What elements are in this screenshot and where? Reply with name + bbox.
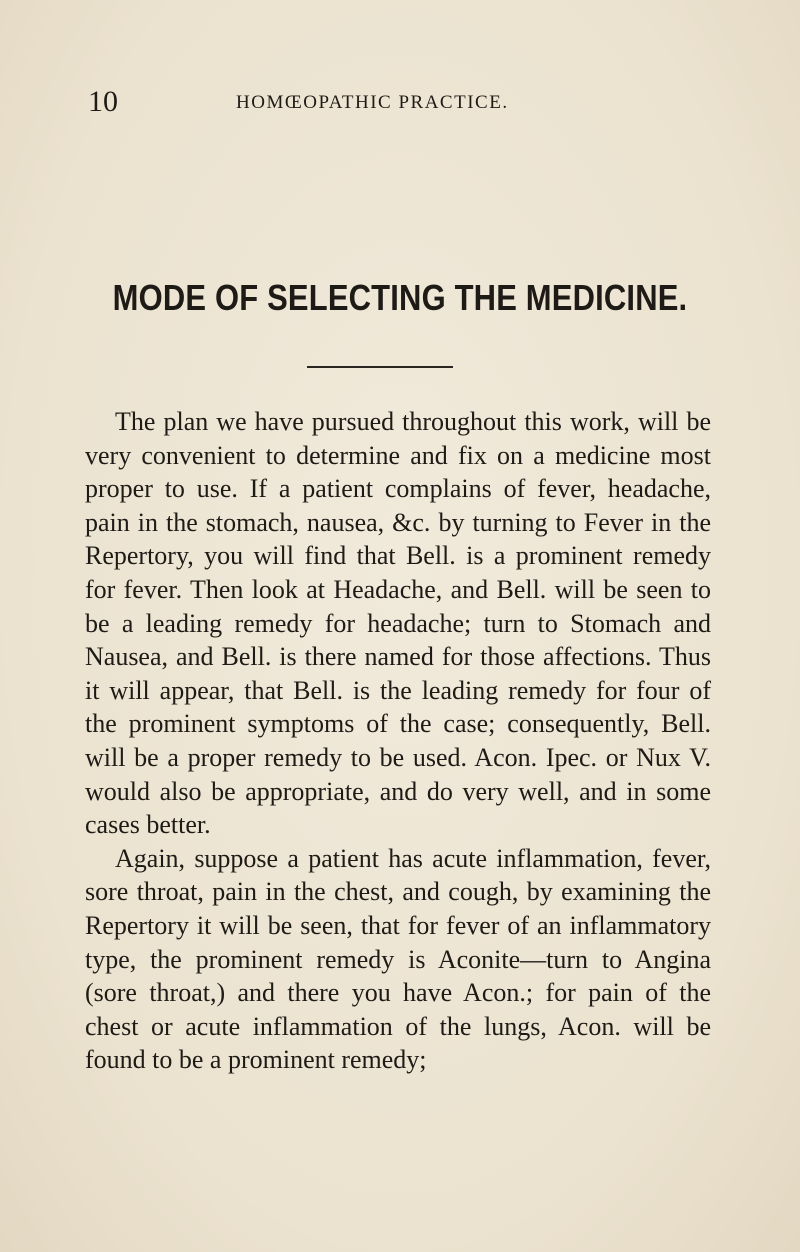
page-header bbox=[88, 82, 728, 122]
page-number: 10 bbox=[88, 85, 118, 118]
paragraph: The plan we have pursued throughout this work, will be very convenient to determine and fix on a medicine most proper to use. If a patient complains of fever, headache, pain in the stomach, nausea, &c. by turning to Fever in the Repertory, you will find that Bell. is a prominent remedy for fever. Then look at Headache, and Bell. will be seen to be a leading remedy for headache; turn to Stomach and Nausea, and Bell. is there named for those affections. Thus it will appear, that Bell. is the leading remedy for four of the prominent symptoms of the case; consequently, Bell. will be a proper remedy to be used. Acon. Ipec. or Nux V. would also be appropriate, and do very well, and in some cases better. bbox=[85, 407, 711, 840]
title-divider bbox=[307, 366, 453, 368]
body-text bbox=[85, 405, 711, 1077]
running-title: HOMŒOPATHIC PRACTICE. bbox=[236, 92, 509, 113]
paragraph: Again, suppose a patient has acute inflammation, fever, sore throat, pain in the chest, and cough, by examining the Repertory it will be seen, that for fever of an inflammatory type, the prominent remedy is Aconite—turn to Angina (sore throat,) and there you have Acon.; for pain of the chest or acute inflammation of the lungs, Acon. will be found to be a prominent remedy; bbox=[85, 843, 711, 1075]
section-title: MODE OF SELECTING THE MEDICINE. bbox=[112, 277, 688, 318]
